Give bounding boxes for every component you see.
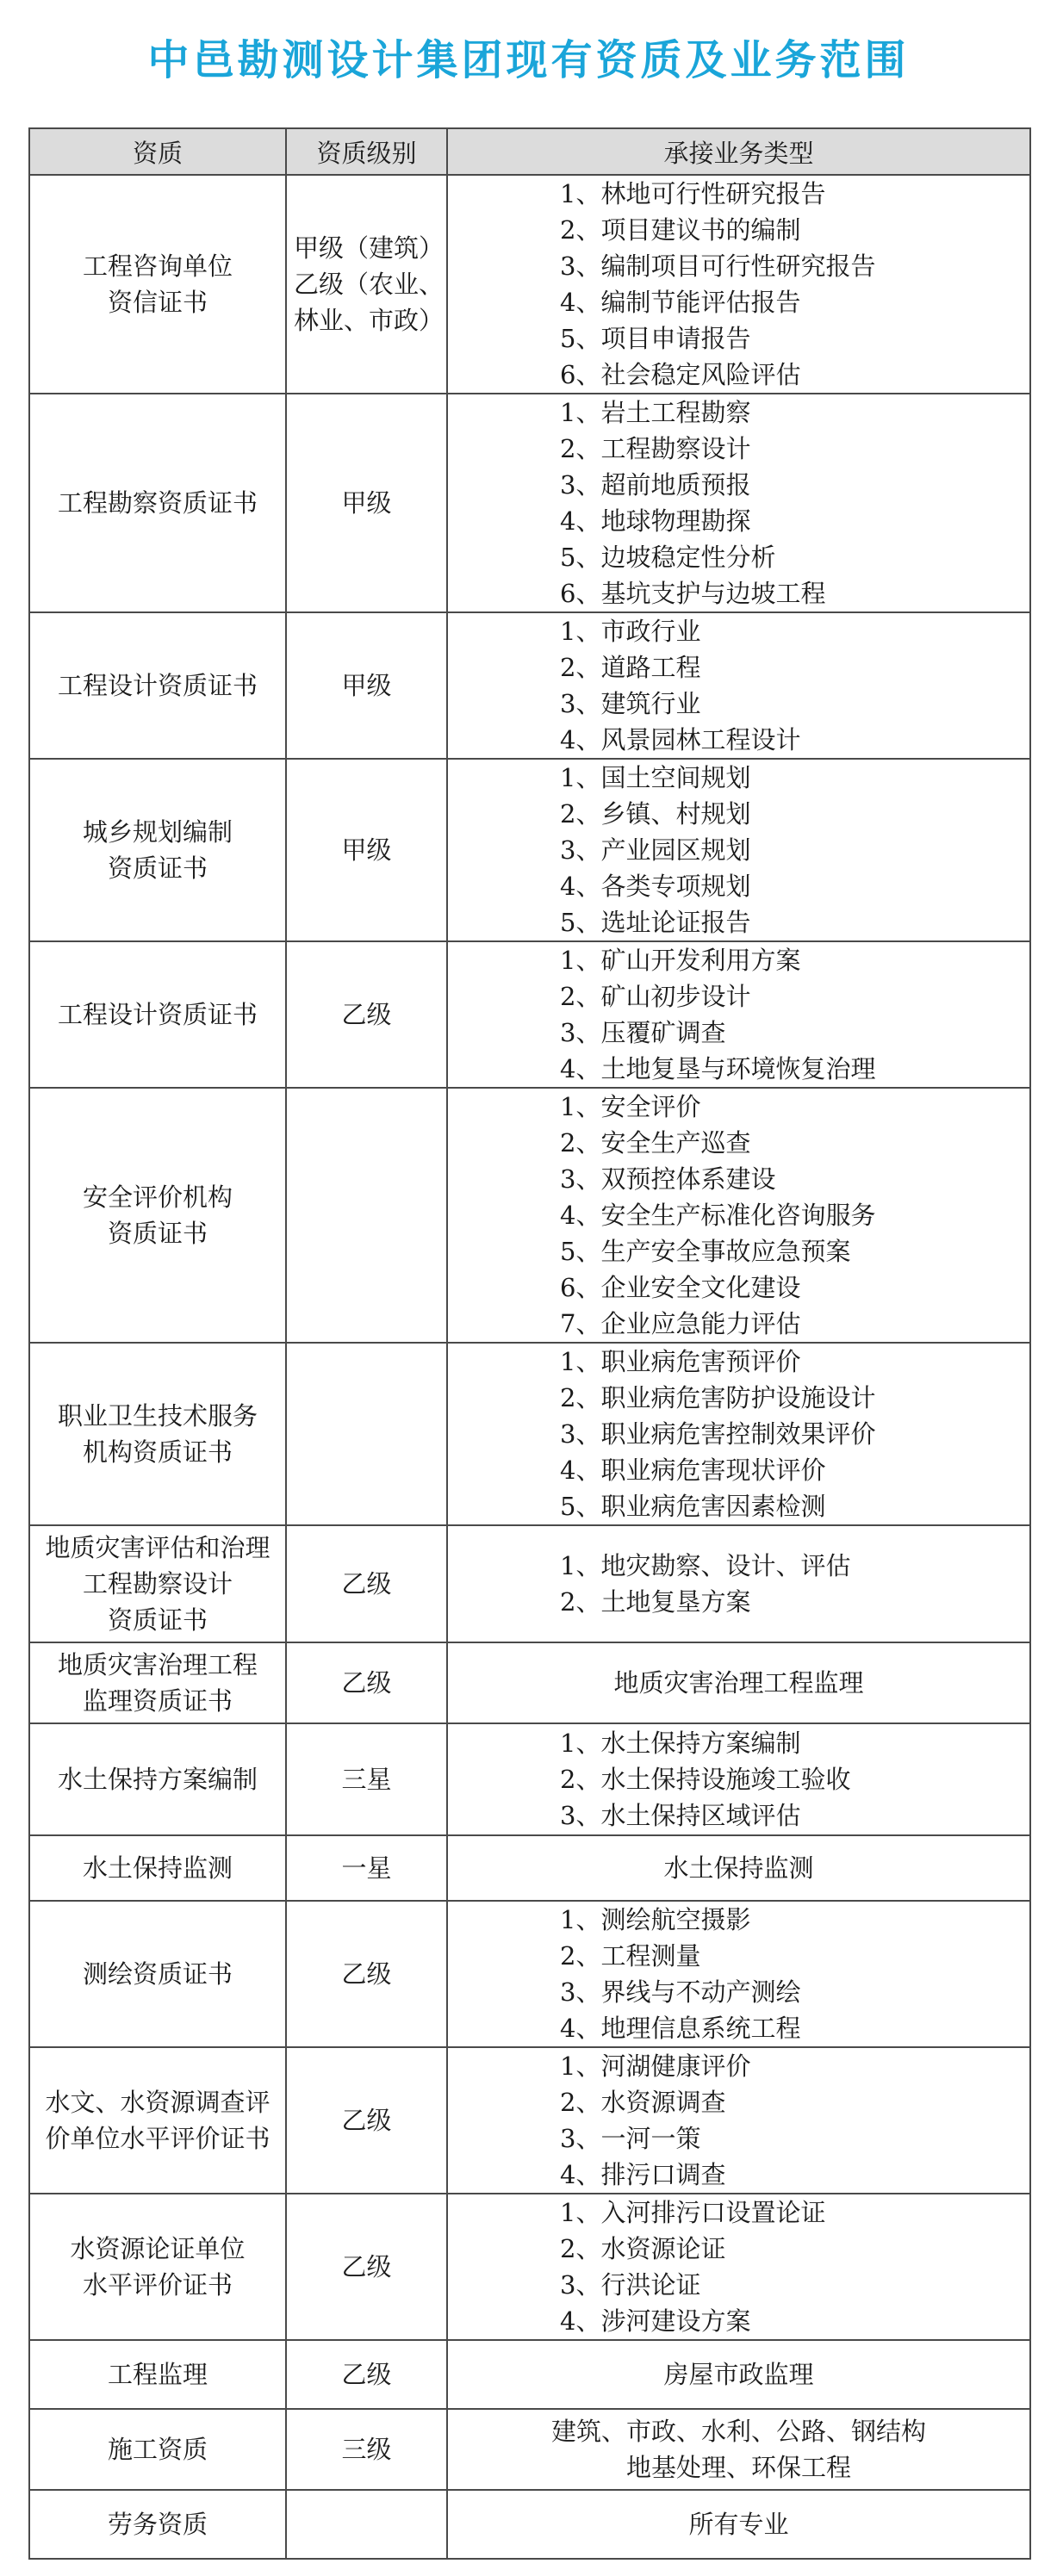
qualification-cell-line: 工程咨询单位 [82, 251, 233, 281]
table-row [29, 1525, 1030, 1642]
level-cell-line: 乙级 [341, 2252, 392, 2281]
qualification-cell [29, 1642, 286, 1723]
qualification-cell-line: 工程勘察资质证书 [57, 488, 258, 518]
level-cell-line: 甲级 [341, 671, 392, 700]
page-title: 中邑勘测设计集团现有资质及业务范围 [147, 36, 910, 84]
table-header-row [29, 128, 1030, 175]
qualification-cell-line: 工程勘察设计 [82, 1569, 233, 1598]
qualification-cell [29, 1901, 286, 2047]
table-row [29, 2194, 1030, 2340]
qualification-cell-line: 水土保持方案编制 [57, 1765, 258, 1794]
qualification-cell [29, 2340, 286, 2409]
level-cell-line: 乙级 [341, 1000, 392, 1029]
level-cell [286, 759, 447, 941]
scope-cell-line: 3、职业病危害控制效果评价 [560, 1419, 876, 1449]
scope-cell-line: 4、各类专项规划 [560, 872, 751, 901]
level-cell-line: 乙级 [341, 2360, 392, 2389]
level-cell-line: 乙级（农业、 [294, 270, 445, 299]
scope-cell-line: 2、水资源论证 [560, 2234, 726, 2263]
level-cell-line: 乙级 [341, 1668, 392, 1698]
level-cell [286, 1525, 447, 1642]
header-level: 资质级别 [286, 128, 447, 175]
scope-cell-line: 3、双预控体系建设 [560, 1164, 776, 1194]
scope-cell-line: 4、职业病危害现状评价 [560, 1456, 826, 1485]
scope-cell [447, 2047, 1030, 2194]
table-row [29, 2340, 1030, 2409]
qualification-cell-line: 水土保持监测 [82, 1853, 233, 1883]
table-row [29, 1723, 1030, 1835]
table-row [29, 1343, 1030, 1525]
level-cell [286, 1642, 447, 1723]
scope-cell-line: 建筑、市政、水利、公路、钢结构 [550, 2417, 926, 2446]
qualification-cell-line: 安全评价机构 [82, 1182, 233, 1212]
scope-cell-line: 1、河湖健康评价 [560, 2051, 751, 2081]
scope-cell-line: 1、地灾勘察、设计、评估 [560, 1551, 851, 1580]
qualification-cell-line: 水资源论证单位 [70, 2234, 246, 2263]
qualification-cell-line: 水平评价证书 [82, 2270, 233, 2300]
scope-cell-line: 2、安全生产巡查 [560, 1128, 751, 1158]
scope-cell-line: 5、选址论证报告 [560, 908, 751, 937]
table-row [29, 394, 1030, 612]
table-row [29, 612, 1030, 759]
header-qualification: 资质 [29, 128, 286, 175]
level-cell [286, 2340, 447, 2409]
scope-cell-line: 水土保持监测 [663, 1853, 814, 1883]
qualification-cell-line: 测绘资质证书 [82, 1959, 233, 1989]
scope-cell-line: 1、入河排污口设置论证 [560, 2198, 826, 2227]
qualification-cell [29, 1088, 286, 1343]
level-cell [286, 2194, 447, 2340]
scope-cell-line: 2、土地复垦方案 [560, 1587, 751, 1617]
scope-cell-line: 2、矿山初步设计 [560, 982, 751, 1011]
table-row [29, 2409, 1030, 2490]
scope-cell-line: 6、企业安全文化建设 [560, 1273, 801, 1302]
scope-cell-line: 2、职业病危害防护设施设计 [560, 1383, 876, 1412]
scope-cell-line: 1、市政行业 [560, 617, 701, 646]
qualification-cell-line: 工程设计资质证书 [57, 671, 258, 700]
qualification-cell-line: 劳务资质 [107, 2510, 208, 2539]
qualification-cell-line: 工程设计资质证书 [57, 1000, 258, 1029]
level-cell [286, 612, 447, 759]
qualification-cell-line: 城乡规划编制 [82, 817, 233, 847]
qualification-cell-line: 工程监理 [107, 2360, 208, 2389]
scope-cell [447, 759, 1030, 941]
level-cell [286, 1723, 447, 1835]
level-cell-line: 一星 [341, 1853, 392, 1883]
scope-cell-line: 所有专业 [688, 2510, 789, 2539]
qualification-table [28, 127, 1031, 2560]
level-cell-line: 乙级 [341, 1959, 392, 1989]
table-row [29, 941, 1030, 1088]
scope-cell-line: 3、行洪论证 [560, 2270, 701, 2300]
scope-cell-line: 1、林地可行性研究报告 [560, 179, 826, 208]
table-row [29, 175, 1030, 394]
scope-cell-line: 3、界线与不动产测绘 [560, 1977, 801, 2007]
scope-cell [447, 2409, 1030, 2490]
table-row [29, 1901, 1030, 2047]
level-cell [286, 2047, 447, 2194]
qualification-cell-line: 职业卫生技术服务 [57, 1401, 258, 1431]
scope-cell [447, 2490, 1030, 2559]
scope-cell-line: 1、岩土工程勘察 [560, 398, 751, 427]
scope-cell-line: 1、国土空间规划 [560, 763, 751, 792]
table-row [29, 2047, 1030, 2194]
qualification-cell-line: 资质证书 [107, 1605, 208, 1635]
level-cell [286, 1835, 447, 1901]
scope-cell-line: 7、企业应急能力评估 [560, 1309, 801, 1338]
scope-cell [447, 1343, 1030, 1525]
level-cell-line: 林业、市政） [294, 306, 445, 335]
scope-cell-line: 5、职业病危害因素检测 [560, 1492, 826, 1521]
scope-cell-line: 5、边坡稳定性分析 [560, 543, 776, 572]
table-row [29, 1088, 1030, 1343]
scope-cell [447, 2194, 1030, 2340]
scope-cell-line: 地质灾害治理工程监理 [613, 1668, 864, 1698]
scope-cell-line: 2、工程测量 [560, 1941, 701, 1971]
scope-cell-line: 2、工程勘察设计 [560, 434, 751, 463]
scope-cell [447, 1642, 1030, 1723]
level-cell [286, 1088, 447, 1343]
qualification-cell-line: 资质证书 [107, 1219, 208, 1248]
qualification-cell-line: 地质灾害评估和治理 [45, 1533, 270, 1562]
level-cell-line: 甲级（建筑） [294, 233, 445, 263]
qualification-cell-line: 施工资质 [107, 2435, 208, 2464]
qualification-cell [29, 1525, 286, 1642]
level-cell [286, 1343, 447, 1525]
scope-cell [447, 1901, 1030, 2047]
scope-cell-line: 1、矿山开发利用方案 [560, 946, 801, 975]
level-cell-line: 乙级 [341, 2106, 392, 2135]
scope-cell-line: 4、排污口调查 [560, 2160, 726, 2189]
scope-cell-line: 3、编制项目可行性研究报告 [560, 251, 876, 281]
scope-cell-line: 1、水土保持方案编制 [560, 1729, 801, 1758]
scope-cell [447, 1723, 1030, 1835]
qualification-cell [29, 759, 286, 941]
scope-cell-line: 1、测绘航空摄影 [560, 1905, 751, 1934]
header-scope: 承接业务类型 [447, 128, 1030, 175]
scope-cell-line: 4、涉河建设方案 [560, 2306, 751, 2336]
qualification-cell [29, 1835, 286, 1901]
scope-cell [447, 175, 1030, 394]
scope-cell [447, 1525, 1030, 1642]
qualification-cell [29, 175, 286, 394]
scope-cell-line: 2、项目建议书的编制 [560, 215, 801, 245]
scope-cell-line: 4、地球物理勘探 [560, 506, 751, 536]
scope-cell-line: 2、水土保持设施竣工验收 [560, 1765, 851, 1794]
qualification-cell-line: 水文、水资源调查评 [45, 2088, 270, 2117]
qualification-cell-line: 资信证书 [107, 288, 208, 317]
qualification-cell-line: 地质灾害治理工程 [57, 1650, 258, 1679]
level-cell [286, 2409, 447, 2490]
qualification-cell-line: 价单位水平评价证书 [45, 2124, 270, 2153]
qualification-cell-line: 监理资质证书 [82, 1686, 233, 1716]
table-row [29, 1835, 1030, 1901]
scope-cell-line: 5、项目申请报告 [560, 324, 751, 353]
level-cell [286, 1901, 447, 2047]
qualification-cell [29, 1723, 286, 1835]
level-cell [286, 175, 447, 394]
scope-cell [447, 612, 1030, 759]
table-row [29, 1642, 1030, 1723]
scope-cell-line: 4、风景园林工程设计 [560, 725, 801, 754]
qualification-cell-line: 机构资质证书 [82, 1437, 233, 1467]
scope-cell-line: 4、土地复垦与环境恢复治理 [560, 1054, 876, 1083]
scope-cell [447, 941, 1030, 1088]
qualification-cell [29, 2409, 286, 2490]
scope-cell-line: 3、超前地质预报 [560, 470, 751, 500]
scope-cell-line: 3、水土保持区域评估 [560, 1801, 801, 1830]
scope-cell-line: 6、社会稳定风险评估 [560, 360, 801, 389]
level-cell-line: 乙级 [341, 1569, 392, 1598]
qualification-cell-line: 资质证书 [107, 853, 208, 883]
qualification-cell [29, 941, 286, 1088]
scope-cell-line: 5、生产安全事故应急预案 [560, 1237, 851, 1266]
level-cell-line: 三星 [341, 1765, 392, 1794]
level-cell-line: 甲级 [341, 835, 392, 865]
scope-cell-line: 1、安全评价 [560, 1092, 701, 1121]
qualification-cell [29, 2490, 286, 2559]
scope-cell-line: 地基处理、环保工程 [625, 2453, 851, 2482]
scope-cell-line: 2、水资源调查 [560, 2088, 726, 2117]
scope-cell-line: 1、职业病危害预评价 [560, 1347, 801, 1376]
level-cell [286, 394, 447, 612]
scope-cell-line: 3、压覆矿调查 [560, 1018, 726, 1047]
scope-cell-line: 3、一河一策 [560, 2124, 701, 2153]
level-cell-line: 三级 [341, 2435, 392, 2464]
qualification-cell [29, 612, 286, 759]
scope-cell-line: 2、道路工程 [560, 653, 701, 682]
scope-cell-line: 房屋市政监理 [663, 2360, 814, 2389]
scope-cell [447, 394, 1030, 612]
table-row [29, 759, 1030, 941]
qualification-cell [29, 2047, 286, 2194]
scope-cell-line: 2、乡镇、村规划 [560, 799, 751, 829]
scope-cell [447, 1835, 1030, 1901]
scope-cell-line: 4、地理信息系统工程 [560, 2014, 801, 2043]
scope-cell-line: 6、基坑支护与边坡工程 [560, 579, 826, 608]
level-cell-line: 甲级 [341, 488, 392, 518]
scope-cell-line: 4、安全生产标准化咨询服务 [560, 1201, 876, 1230]
table-row [29, 2490, 1030, 2559]
qualification-cell [29, 2194, 286, 2340]
scope-cell-line: 3、产业园区规划 [560, 835, 751, 865]
scope-cell-line: 3、建筑行业 [560, 689, 701, 718]
scope-cell [447, 2340, 1030, 2409]
scope-cell-line: 4、编制节能评估报告 [560, 288, 801, 317]
qualification-cell [29, 1343, 286, 1525]
level-cell [286, 2490, 447, 2559]
qualification-cell [29, 394, 286, 612]
scope-cell [447, 1088, 1030, 1343]
level-cell [286, 941, 447, 1088]
